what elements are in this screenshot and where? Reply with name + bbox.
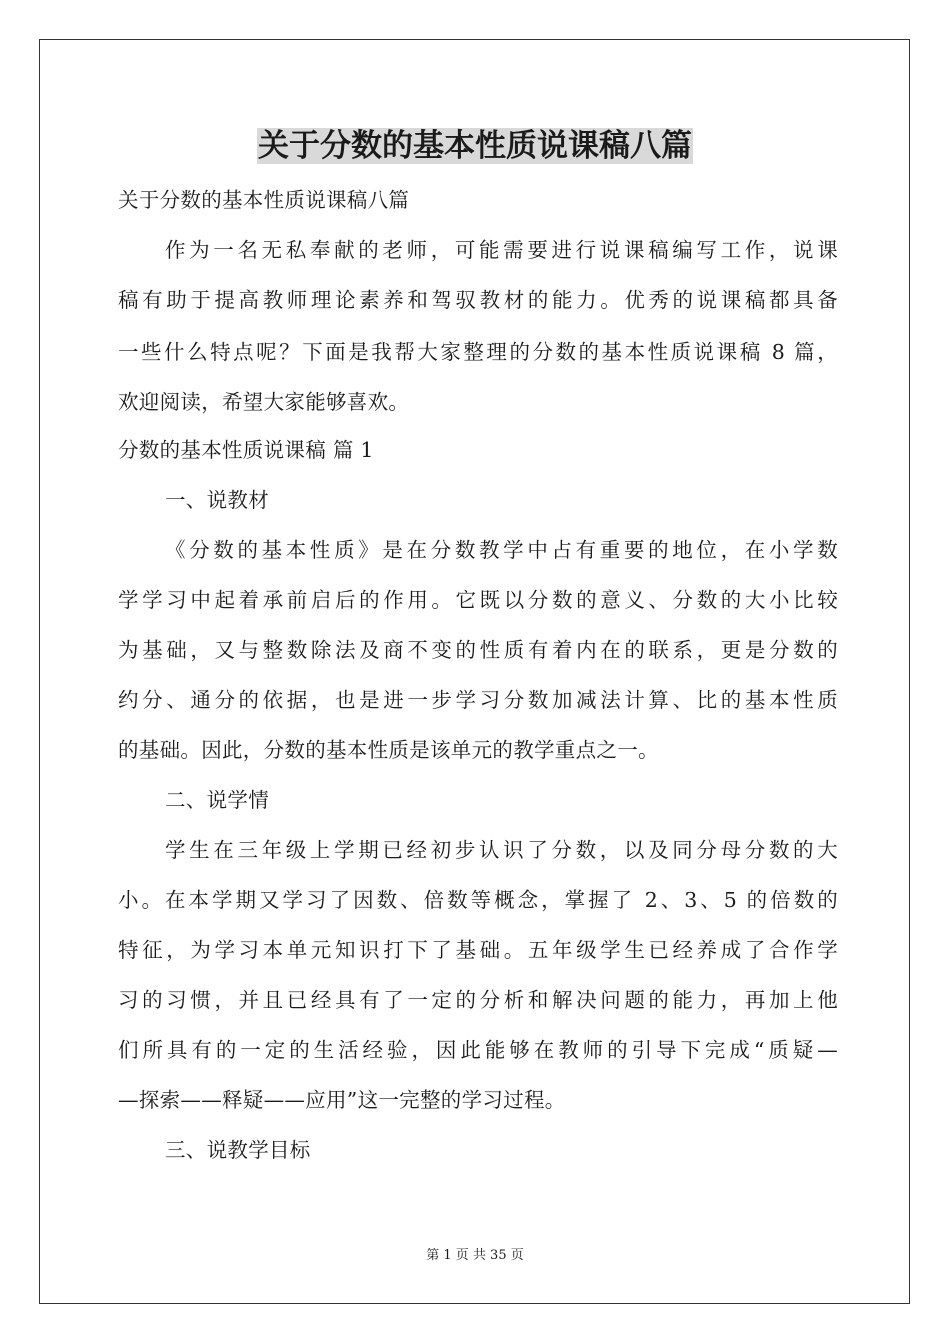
- page-border: [39, 39, 910, 1304]
- material-paragraph-line-1: 《分数的基本性质》是在分数教学中占有重要的地位，在小学数: [165, 538, 838, 562]
- section-heading-part-1: 分数的基本性质说课稿 篇 1: [118, 438, 374, 462]
- heading-teaching-goals: 三、说教学目标: [165, 1138, 311, 1162]
- material-paragraph-line-2: 学学习中起着承前启后的作用。它既以分数的意义、分数的大小比较: [118, 588, 838, 612]
- intro-paragraph-line-3: 一些什么特点呢？下面是我帮大家整理的分数的基本性质说课稿 8 篇，: [118, 340, 838, 364]
- student-paragraph-line-3: 特征，为学习本单元知识打下了基础。五年级学生已经养成了合作学: [118, 938, 838, 962]
- intro-paragraph-line-1: 作为一名无私奉献的老师，可能需要进行说课稿编写工作，说课: [165, 238, 838, 262]
- student-paragraph-line-1: 学生在三年级上学期已经初步认识了分数，以及同分母分数的大: [165, 838, 838, 862]
- heading-student-analysis: 二、说学情: [165, 788, 269, 812]
- page-footer: 第 1 页 共 35 页: [426, 1248, 524, 1263]
- intro-paragraph-line-2: 稿有助于提高教师理论素养和驾驭教材的能力。优秀的说课稿都具备: [118, 288, 838, 312]
- document-title-text: 关于分数的基本性质说课稿八篇: [258, 128, 692, 164]
- material-paragraph-line-5: 的基础。因此，分数的基本性质是该单元的教学重点之一。: [118, 738, 659, 762]
- student-paragraph-line-4: 习的习惯，并且已经具有了一定的分析和解决问题的能力，再加上他: [118, 988, 838, 1012]
- student-paragraph-line-6: —探索——释疑——应用”这一完整的学习过程。: [118, 1088, 566, 1112]
- student-paragraph-line-2: 小。在本学期又学习了因数、倍数等概念，掌握了 2、3、5 的倍数的: [118, 888, 838, 912]
- intro-paragraph-line-4: 欢迎阅读，希望大家能够喜欢。: [118, 390, 410, 414]
- material-paragraph-line-4: 约分、通分的依据，也是进一步学习分数加减法计算、比的基本性质: [118, 688, 838, 712]
- document-title: [0, 124, 950, 168]
- material-paragraph-line-3: 为基础，又与整数除法及商不变的性质有着内在的联系，更是分数的: [118, 638, 838, 662]
- subtitle-line: 关于分数的基本性质说课稿八篇: [118, 188, 410, 212]
- student-paragraph-line-5: 们所具有的一定的生活经验，因此能够在教师的引导下完成“质疑—: [118, 1038, 838, 1062]
- heading-teaching-material: 一、说教材: [165, 488, 269, 512]
